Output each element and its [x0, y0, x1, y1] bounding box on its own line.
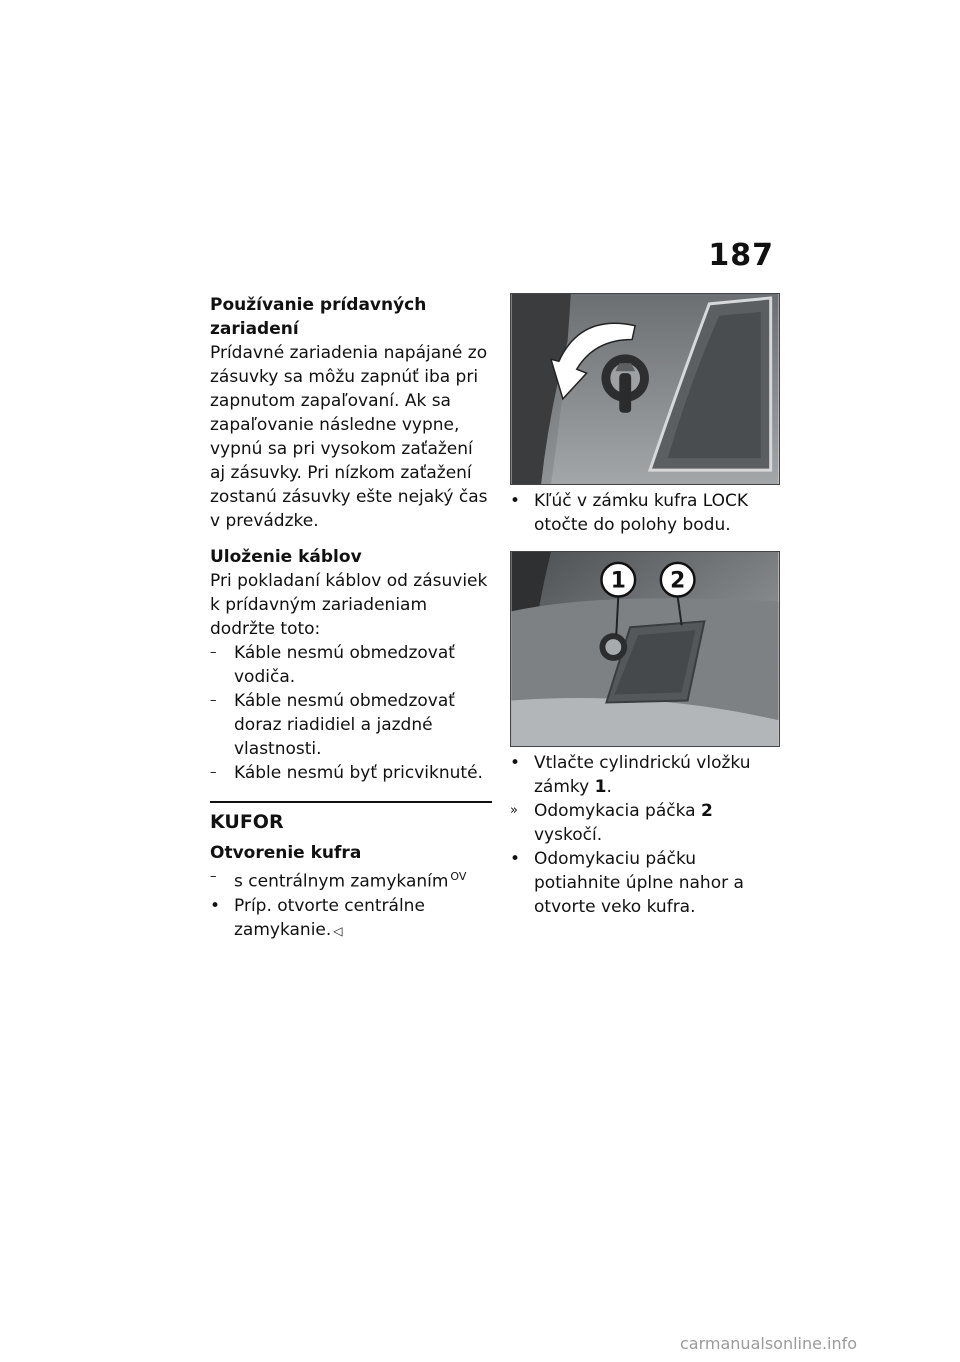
dash-marker: – — [210, 869, 217, 884]
end-mark-icon: ◁ — [333, 923, 343, 938]
left-column — [210, 293, 492, 943]
dash-marker: – — [210, 645, 217, 660]
list-item: • Príp. otvorte centrálne zamykanie. ◁ — [210, 895, 425, 940]
photo-case-lock-lever — [510, 551, 780, 747]
bullet-marker: • — [510, 753, 521, 773]
photo-case-lock-key — [510, 293, 780, 485]
page-number: 187 — [708, 238, 774, 273]
callout-1: 1 — [610, 568, 626, 594]
section-divider — [210, 801, 492, 803]
list-item: • Kľúč v zámku kufra LOCK otočte do polohy bodu. — [510, 491, 749, 535]
list-item: » Odomykacia páčka 2 vyskočí. — [510, 801, 713, 845]
dash-marker: – — [210, 765, 217, 780]
heading-cables: Uloženie káblov — [210, 547, 362, 567]
paragraph-cables: Pri pokladaní káblov od zásuviek k prídavným zariadeniam dodržte toto: — [210, 571, 488, 639]
cable-rules-list — [210, 641, 492, 785]
option-superscript: OV — [450, 870, 467, 883]
heading-open-case: Otvorenie kufra — [210, 843, 362, 863]
list-item: • Odomykaciu páčku potiahnite úplne nahor a otvorte veko kufra. — [510, 849, 744, 917]
list-item: – s centrálnym zamykaním $^{OV}$ — [210, 865, 492, 894]
dash-marker: – — [210, 693, 217, 708]
result-marker: » — [510, 803, 518, 818]
section-title: KUFOR — [210, 811, 284, 833]
watermark: carmanualsonline.info — [680, 1334, 858, 1353]
heading-accessories-line2: zariadení — [210, 319, 299, 339]
heading-accessories-line1: Používanie prídavných — [210, 295, 427, 315]
paragraph-accessories: Prídavné zariadenia napájané zo zásuvky sa môžu zapnúť iba pri zapnutom zapaľovaní. Ak sa zapaľovanie následne vypne, vypnú sa pri vysokom zaťažení aj zásuvky. Pri nízkom zaťažení zostanú zásuvky ešte nejaký čas v prevádzke. — [210, 343, 488, 531]
bullet-marker: • — [510, 491, 521, 511]
callout-2: 2 — [670, 568, 686, 594]
bullet-marker: • — [210, 895, 221, 916]
list-item: – Káble nesmú obmedzovať doraz riadidiel a jazdné vlastnosti. — [210, 691, 455, 759]
list-item: – Káble nesmú byť pricviknuté. — [210, 763, 483, 783]
list-item: • Vtlačte cylindrickú vložku zámky 1. — [510, 753, 751, 797]
right-column — [510, 293, 785, 919]
list-item: – Káble nesmú obmedzovať vodiča. — [210, 643, 455, 687]
bullet-marker: • — [510, 849, 521, 869]
